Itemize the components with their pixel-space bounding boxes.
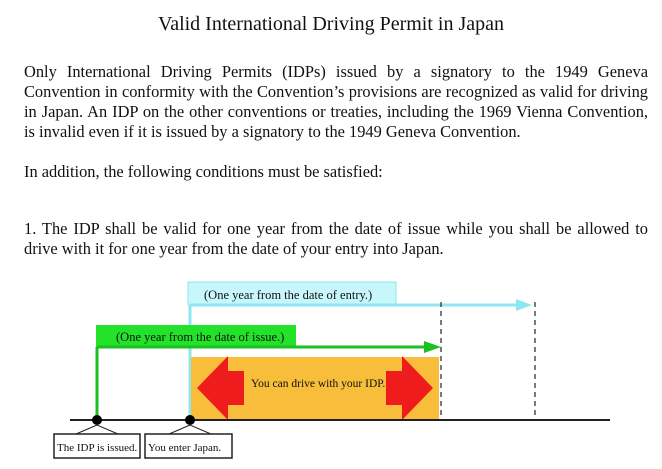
drive-label: You can drive with your IDP.	[251, 378, 386, 390]
entry-date-marker	[185, 415, 195, 425]
enter-label: You enter Japan.	[148, 442, 222, 454]
issue-period-arrowhead	[424, 341, 441, 353]
page-title: Valid International Driving Permit in Japan	[157, 13, 505, 35]
issued-label: The IDP is issued.	[57, 442, 138, 454]
issue-period-label: (One year from the date of issue.)	[116, 330, 285, 344]
entry-period-arrowhead	[516, 299, 532, 311]
condition-1-text: 1. The IDP shall be valid for one year from the date of issue while you shall be allowed to drive with it for one year from the date of your entry into Japan.	[24, 219, 648, 258]
validity-diagram	[0, 270, 662, 469]
enter-callout-pointer	[169, 425, 211, 434]
conditions-intro: In addition, the following conditions must be satisfied:	[24, 162, 383, 181]
issued-callout-pointer	[76, 425, 118, 434]
entry-period-label: (One year from the date of entry.)	[204, 288, 373, 302]
intro-paragraph: Only International Driving Permits (IDPs) issued by a signatory to the 1949 Geneva Convention in conformity with the Convention’s provisions are recognized as valid for driving in Japan. An IDP on the other conventions or treaties, including the 1969 Vienna Convention, is invalid even if it is issued by a signatory to the 1949 Geneva Convention.	[24, 62, 648, 141]
issue-date-marker	[92, 415, 102, 425]
